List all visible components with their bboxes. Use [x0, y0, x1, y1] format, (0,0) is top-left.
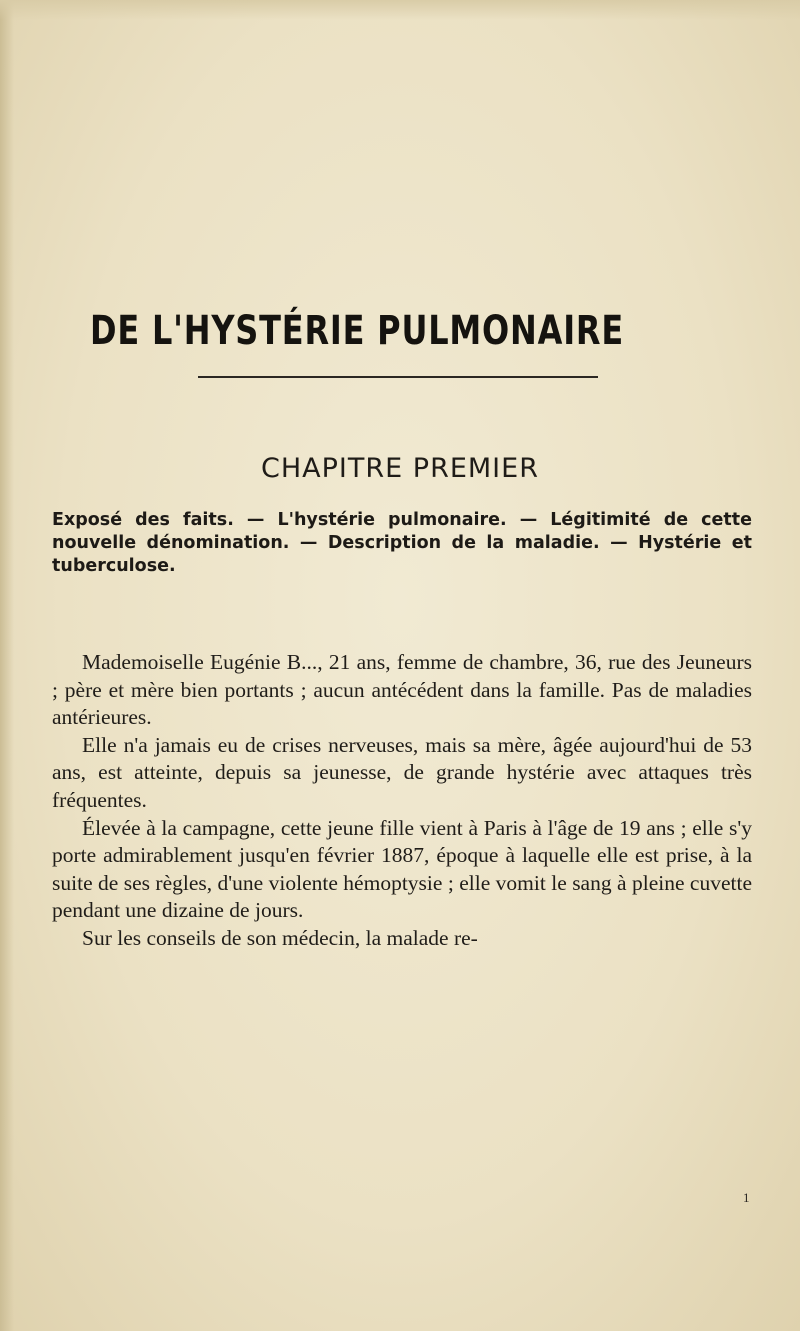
chapter-heading: CHAPITRE PREMIER [261, 453, 539, 484]
paragraph: Sur les conseils de son médecin, la malade re- [82, 925, 478, 950]
paragraph: Élevée à la campagne, cette jeune fille vient à Paris à l'âge de 19 ans ; elle s'y porte admirablement jusqu'en février 1887, époque à laquelle elle est prise, à la suite de ses règles, d'une violente hémoptysie ; elle vomit le sang à pleine cuvette pendant une dizaine de jours. [52, 815, 752, 923]
chapter-summary: Exposé des faits. — L'hystérie pulmonaire. — Légitimité de cette nouvelle dénomination. — Description de la maladie. — Hystérie et tuberculose. [52, 510, 752, 576]
page-number: 1 [743, 1190, 750, 1205]
title-rule [198, 376, 598, 378]
body-text [52, 649, 752, 953]
page-top-stain [0, 0, 800, 20]
book-title: DE L'HYSTÉRIE PULMONAIRE [90, 308, 625, 354]
paragraph: Mademoiselle Eugénie B..., 21 ans, femme de chambre, 36, rue des Jeuneurs ; père et mère bien portants ; aucun antécédent dans la famille. Pas de maladies antérieures. [52, 650, 752, 730]
paragraph: Elle n'a jamais eu de crises nerveuses, mais sa mère, âgée aujourd'hui de 53 ans, est atteinte, depuis sa jeunesse, de grande hystérie avec attaques très fréquentes. [52, 732, 752, 812]
page-edge-shadow [0, 0, 14, 1331]
